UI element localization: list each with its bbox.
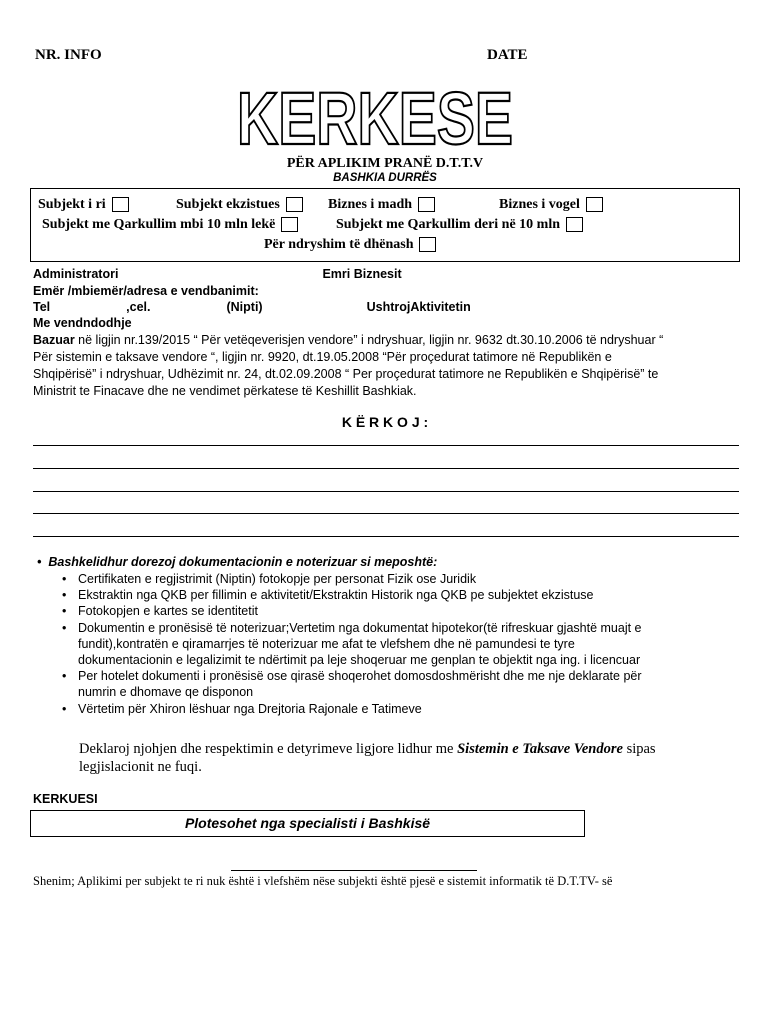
activity-field[interactable] (471, 301, 689, 313)
data-change-checkbox[interactable] (419, 237, 436, 252)
bullet-icon: • (37, 555, 42, 569)
large-business-checkbox[interactable] (418, 197, 435, 212)
turnover-over-10-option[interactable] (42, 217, 298, 233)
cel-field[interactable] (150, 301, 226, 313)
bazuar-label: Bazuar (33, 333, 75, 347)
turnover-up-to-10-option[interactable] (336, 217, 583, 233)
municipality: BASHKIA DURRËS (333, 172, 437, 184)
nr-info-label: NR. INFO (35, 47, 102, 63)
legal-line (33, 332, 743, 349)
list-item (53, 603, 743, 619)
legal-line-4: Ministrit te Finacave dhe ne vendimet përkatese të Keshillit Bashkiak. (33, 384, 417, 398)
small-business-label: Biznes i vogel (499, 197, 580, 212)
item-line: • Certifikaten e regjistrimit (Niptin) fotokopje per personat Fizik ose Juridik (78, 572, 477, 586)
data-change-option[interactable] (264, 237, 436, 253)
item-line: • Ekstraktin nga QKB per fillimin e aktivitetit/Ekstraktin Historik nga QKB pe subjektet ekzistuse (78, 588, 594, 603)
declaration (79, 739, 656, 759)
item-line: • Vërtetim për Xhiron lëshuar nga Drejtoria Rajonale e Tatimeve (78, 701, 422, 716)
nr-info-field[interactable] (113, 49, 219, 61)
cel-label: cel. (129, 300, 151, 314)
address-row (33, 284, 693, 298)
contact-row: Tel ,cel. (Nipti) UshtrojAktivitetin (33, 300, 689, 314)
seat-label: Me vendndodhje (33, 316, 132, 330)
applicant-row (33, 792, 632, 806)
small-business-option[interactable] (499, 197, 603, 213)
footnote-divider (231, 870, 477, 871)
address-label: Emër /mbiemër/adresa e vendbanimit: (33, 284, 259, 298)
existing-subject-checkbox[interactable] (286, 197, 303, 212)
applicant-field[interactable] (106, 793, 632, 805)
turnover-up-to-10-checkbox[interactable] (566, 217, 583, 232)
date-row (487, 47, 695, 64)
address-field[interactable] (273, 285, 693, 297)
large-business-label: Biznes i madh (328, 197, 413, 212)
documents-list (53, 571, 743, 717)
nipti-field[interactable] (263, 301, 367, 313)
activity-label: UshtrojAktivitetin (366, 300, 471, 314)
new-subject-label: Subjekt i ri (38, 197, 106, 212)
documents-heading-text: Bashkelidhur dorezoj dokumentacionin e noterizuar si meposhtë: (48, 555, 438, 569)
administrator-row (33, 267, 706, 281)
item-line: fundit),kontratën e qiramarrjes të noterizuar me afat te vlefshem dhe në pamundesi te tyre (78, 636, 575, 651)
small-business-checkbox[interactable] (586, 197, 603, 212)
declaration-emphasis: Sistemin e Taksave Vendore (457, 741, 623, 757)
existing-subject-label: Subjekt ekzistues (176, 197, 280, 212)
documents-heading (37, 555, 437, 569)
item-line: • Dokumentin e pronësisë të noterizuar;Vertetim nga dokumentat hipotekor(të rifreskuar gjashtë muajt e (78, 620, 642, 635)
turnover-over-10-label: Subjekt me Qarkullim mbi 10 mln lekë (42, 217, 276, 232)
applicant-label: KERKUESI (33, 792, 98, 806)
administrator-label: Administratori (33, 267, 119, 281)
existing-subject-option[interactable] (176, 197, 303, 213)
footnote: Shenim; Aplikimi per subjekt te ri nuk është i vlefshëm nëse subjekti është pjesë e sistemit informatik të D.T.TV- së (33, 874, 613, 888)
request-line[interactable] (33, 513, 739, 514)
new-subject-option[interactable] (38, 197, 129, 213)
turnover-over-10-checkbox[interactable] (281, 217, 298, 232)
declaration-text: Deklaroj njohjen dhe respektimin e detyrimeve ligjore lidhur me (79, 741, 458, 757)
seat-row (33, 316, 722, 330)
item-line: • Per hotelet dokumenti i pronësisë ose qirasë shoqerohet domosdoshmërisht dhe me nje deklarate për (78, 669, 642, 684)
list-item (53, 668, 743, 700)
list-item (53, 571, 743, 587)
legal-line-1: në ligjin nr.139/2015 “ Për vetëqeverisjen vendore” i ndryshuar, ligjin nr. 9632 dt.30.10.2006 të ndryshuar “ (74, 333, 664, 347)
item-line: numrin e dhomave qe disponon (78, 685, 254, 700)
legal-line-3: Shqipërisë” i ndryshuar, Udhëzimit nr. 24, dt.02.09.2008 “ Per proçedurat tatimore ne Republikën e Shqipërisë” te (33, 367, 659, 381)
turnover-up-to-10-label: Subjekt me Qarkullim deri në 10 mln (336, 217, 561, 232)
seat-field[interactable] (138, 317, 722, 329)
date-label: DATE (487, 47, 528, 63)
nipti-label: (Nipti) (226, 300, 263, 314)
nr-info-row (35, 47, 219, 64)
request-line[interactable] (33, 468, 739, 469)
list-item (53, 587, 743, 603)
request-line[interactable] (33, 491, 739, 492)
specialist-box: Plotesohet nga specialisti i Bashkisë (30, 810, 585, 837)
tel-label: Tel (33, 300, 51, 314)
title-text: KERKESE (237, 77, 513, 160)
legal-basis (33, 332, 743, 400)
request-line[interactable] (33, 536, 739, 537)
data-change-label: Për ndryshim të dhënash (264, 237, 414, 252)
request-heading: K Ë R K O J : (341, 414, 429, 430)
list-item (53, 701, 743, 717)
item-line: • Fotokopjen e kartes se identitetit (78, 604, 258, 619)
request-line[interactable] (33, 445, 739, 446)
administrator-field[interactable] (118, 268, 322, 280)
list-item (53, 620, 743, 669)
business-name-label: Emri Biznesit (322, 267, 402, 281)
legal-line-2: Për sistemin e taksave vendore “, ligjin nr. 9920, dt.19.05.2008 “Për proçedurat tatimore në Republikën e (33, 350, 612, 364)
declaration-text-end: sipas (622, 741, 656, 757)
subtitle: PËR APLIKIM PRANË D.T.T.V (286, 156, 484, 171)
document-title (230, 77, 520, 160)
large-business-option[interactable] (328, 197, 435, 213)
item-line: dokumentacionin e legalizimit te ndërtimit pa leje shoqeruar me genplan te objektit nga ing. i licencuar (78, 653, 641, 668)
new-subject-checkbox[interactable] (112, 197, 129, 212)
tel-field[interactable] (50, 301, 126, 313)
business-name-field[interactable] (410, 268, 706, 280)
declaration-line-2: legjislacionit ne fuqi. (79, 759, 202, 775)
date-field[interactable] (537, 49, 695, 61)
